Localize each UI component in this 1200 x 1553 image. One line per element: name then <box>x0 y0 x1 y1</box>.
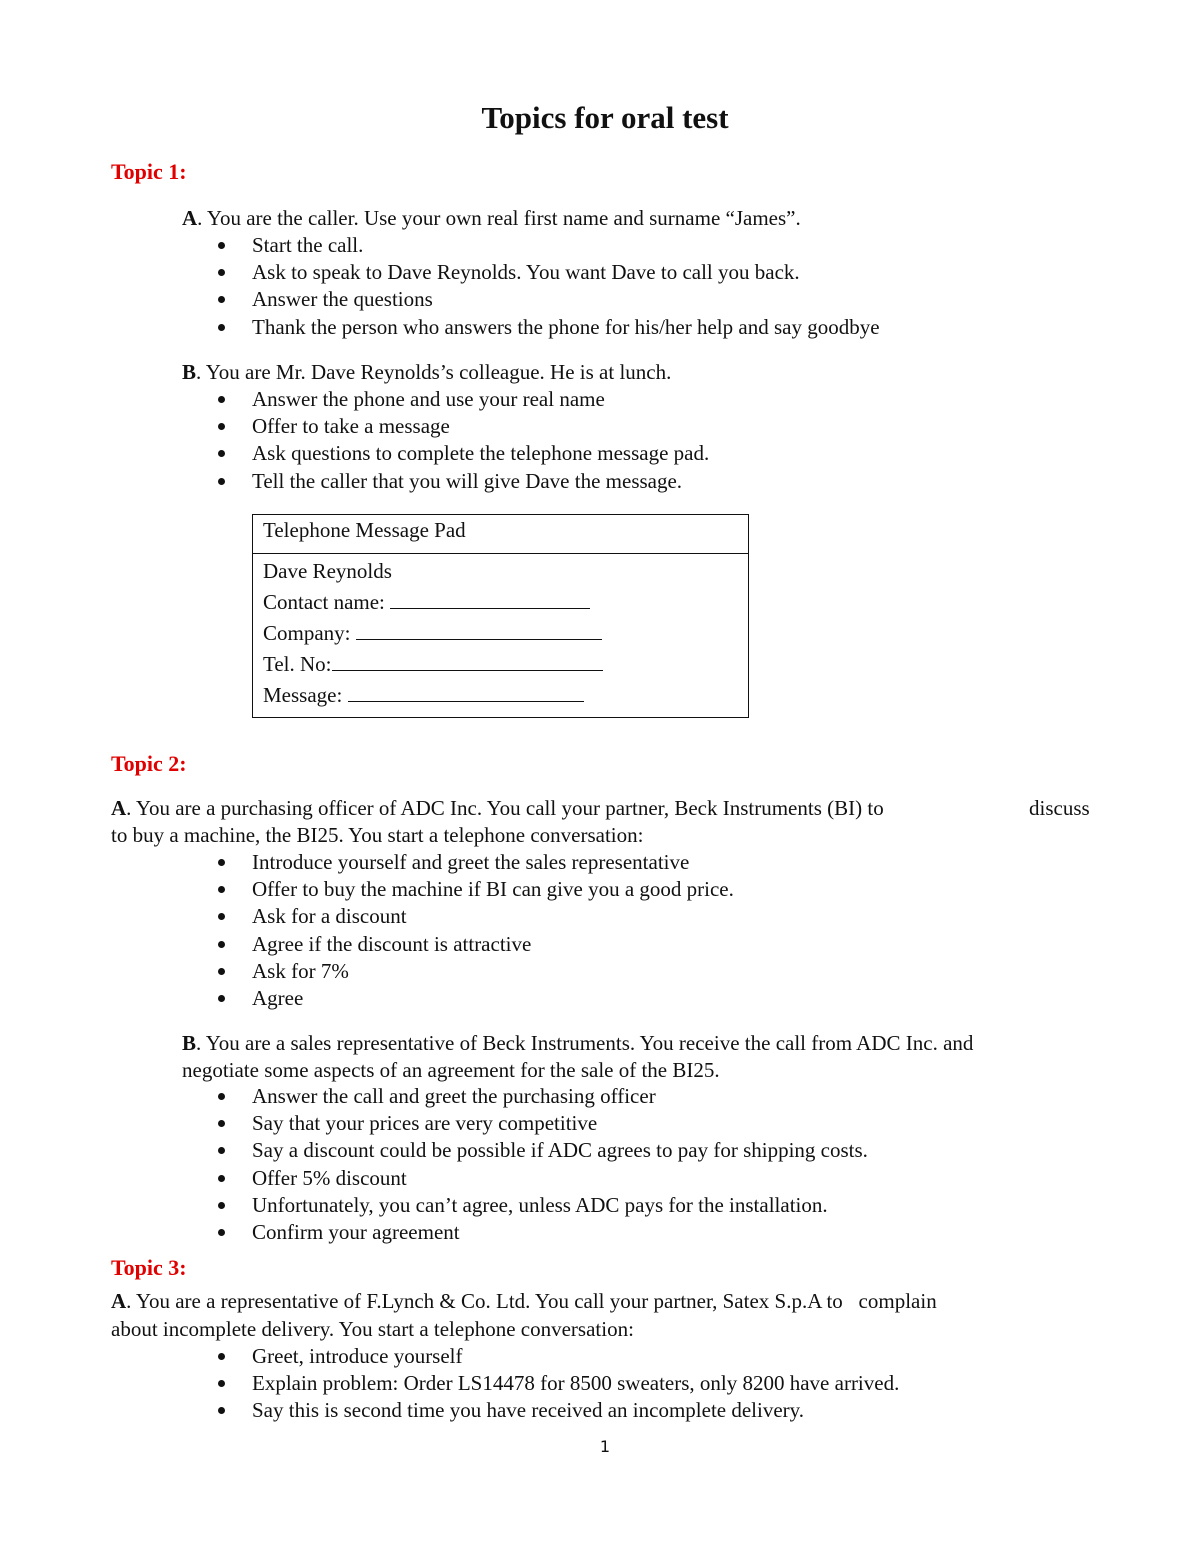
list-item: Ask questions to complete the telephone message pad. <box>212 440 709 467</box>
part-a-label: A <box>182 206 198 230</box>
part-b-text: . You are a sales representative of Beck Instruments. You receive the call from ADC Inc. and <box>196 1031 974 1055</box>
topic-3-part-a-line-2: about incomplete delivery. You start a telephone conversation: <box>111 1317 634 1341</box>
page-title: Topics for oral test <box>481 100 729 135</box>
topic-1-a-bullets <box>212 232 880 341</box>
list-item: Offer to take a message <box>212 413 709 440</box>
page-number: 1 <box>599 1437 611 1456</box>
list-item: Say that your prices are very competitive <box>212 1110 868 1137</box>
topic-1-part-b <box>182 359 671 386</box>
list-item: Agree <box>212 985 734 1012</box>
list-item: Introduce yourself and greet the sales representative <box>212 849 734 876</box>
tel-no-blank <box>332 652 603 671</box>
list-item: Explain problem: Order LS14478 for 8500 sweaters, only 8200 have arrived. <box>212 1370 899 1397</box>
contact-name-label: Contact name: <box>263 590 391 614</box>
part-a-text: . You are the caller. Use your own real first name and surname “James”. <box>197 206 801 230</box>
topic-1-b-bullets <box>212 386 709 495</box>
topic-1-part-a <box>182 205 801 232</box>
message-label: Message: <box>263 683 348 707</box>
list-item: Offer to buy the machine if BI can give you a good price. <box>212 876 734 903</box>
part-a-label: A <box>111 1289 127 1313</box>
part-a-text: . You are a purchasing officer of ADC Inc. You call your partner, Beck Instruments (BI) to <box>126 796 884 820</box>
contact-name-blank <box>390 590 590 609</box>
list-item: Start the call. <box>212 232 880 259</box>
list-item: Thank the person who answers the phone for his/her help and say goodbye <box>212 314 880 341</box>
message-row <box>263 680 748 711</box>
list-item: Offer 5% discount <box>212 1165 868 1192</box>
tel-no-row <box>263 649 748 680</box>
message-blank <box>348 683 584 702</box>
topic-2-heading: Topic 2: <box>111 751 187 776</box>
topic-2-part-b-line-2: negotiate some aspects of an agreement for the sale of the BI25. <box>182 1058 720 1082</box>
topic-2-part-b-line-1 <box>182 1030 973 1057</box>
topic-3-a-bullets <box>212 1343 899 1425</box>
company-blank <box>356 621 602 640</box>
list-item: Unfortunately, you can’t agree, unless ADC pays for the installation. <box>212 1192 868 1219</box>
company-label: Company: <box>263 621 356 645</box>
topic-2-a-bullets <box>212 849 734 1012</box>
contact-name-row <box>263 587 748 618</box>
list-item: Ask to speak to Dave Reynolds. You want Dave to call you back. <box>212 259 880 286</box>
topic-3-heading: Topic 3: <box>111 1255 187 1280</box>
part-a-text: . You are a representative of F.Lynch & Co. Ltd. You call your partner, Satex S.p.A to complain <box>126 1289 937 1313</box>
list-item: Answer the call and greet the purchasing officer <box>212 1083 868 1110</box>
tel-no-label: Tel. No: <box>263 652 332 676</box>
topic-3-part-a-line-1 <box>111 1288 937 1315</box>
topic-2-part-a-line-1-end: discuss <box>1029 796 1090 820</box>
topic-2-part-a-line-1 <box>111 795 884 822</box>
telephone-message-pad <box>252 514 749 718</box>
part-a-label: A <box>111 796 127 820</box>
message-pad-body <box>253 554 748 711</box>
list-item: Ask for a discount <box>212 903 734 930</box>
topic-2-part-a-line-2: to buy a machine, the BI25. You start a telephone conversation: <box>111 823 644 847</box>
list-item: Agree if the discount is attractive <box>212 931 734 958</box>
topic-1-heading: Topic 1: <box>111 159 187 184</box>
part-b-text: . You are Mr. Dave Reynolds’s colleague. He is at lunch. <box>196 360 672 384</box>
message-pad-recipient: Dave Reynolds <box>263 559 392 583</box>
list-item: Confirm your agreement <box>212 1219 868 1246</box>
part-b-label: B <box>182 1031 197 1055</box>
company-row <box>263 618 748 649</box>
list-item: Ask for 7% <box>212 958 734 985</box>
part-b-label: B <box>182 360 197 384</box>
list-item: Tell the caller that you will give Dave the message. <box>212 468 709 495</box>
list-item: Say this is second time you have received an incomplete delivery. <box>212 1397 899 1424</box>
message-pad-header: Telephone Message Pad <box>253 515 748 554</box>
topic-2-b-bullets <box>212 1083 868 1246</box>
list-item: Greet, introduce yourself <box>212 1343 899 1370</box>
list-item: Answer the phone and use your real name <box>212 386 709 413</box>
list-item: Say a discount could be possible if ADC agrees to pay for shipping costs. <box>212 1137 868 1164</box>
list-item: Answer the questions <box>212 286 880 313</box>
